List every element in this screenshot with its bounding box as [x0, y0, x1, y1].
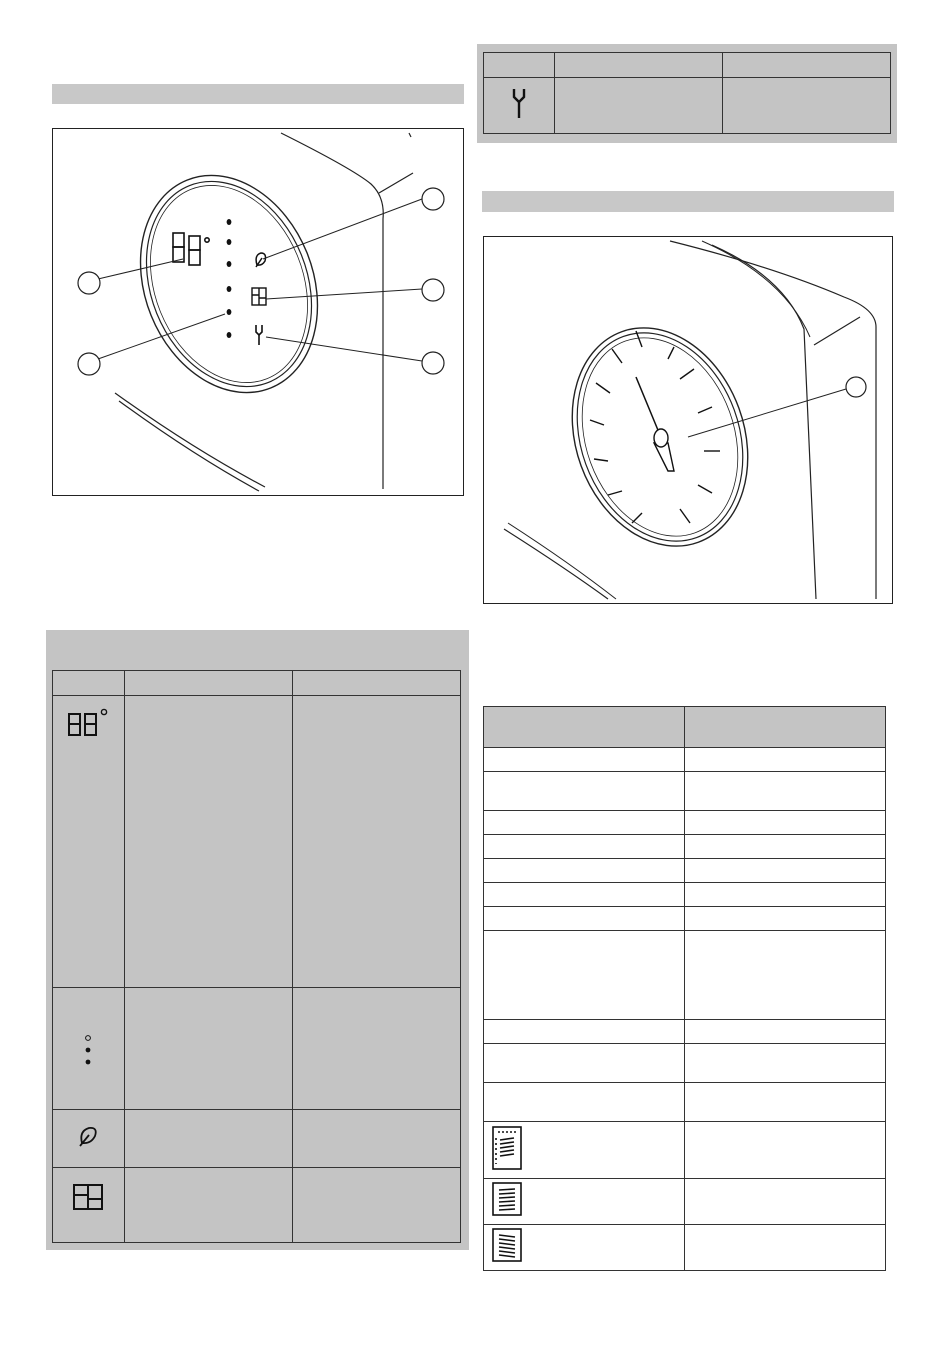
left-section-heading-bar [52, 84, 464, 104]
service-wrench-icon [484, 78, 555, 134]
callout-5 [422, 352, 444, 374]
service-symbols-table [483, 52, 891, 134]
table-cell [684, 1083, 885, 1122]
callout-4 [422, 279, 444, 301]
table-row [53, 696, 461, 988]
heater-lines-alt-icon [484, 1225, 685, 1271]
analog-dial-figure [483, 236, 893, 604]
table-header-cell [484, 53, 555, 78]
callout-1 [78, 272, 100, 294]
table-cell [292, 1110, 460, 1168]
table-cell [484, 1020, 685, 1044]
level-dots-icon [53, 988, 125, 1110]
table-row [484, 931, 886, 1020]
table-row [484, 78, 891, 134]
table-cell [484, 931, 685, 1020]
table-row [484, 1122, 886, 1179]
display-panel-figure [52, 128, 464, 496]
table-row [484, 748, 886, 772]
table-cell [684, 931, 885, 1020]
callout-3 [422, 188, 444, 210]
table-row [484, 907, 886, 931]
table-cell [292, 1168, 460, 1243]
table-cell [684, 748, 885, 772]
table-row [484, 835, 886, 859]
table-cell [124, 696, 292, 988]
table-cell [124, 988, 292, 1110]
eco-leaf-icon [53, 1110, 125, 1168]
table-cell [484, 748, 685, 772]
table-cell [722, 78, 890, 134]
table-cell [684, 835, 885, 859]
table-cell [684, 859, 885, 883]
table-cell [292, 696, 460, 988]
table-row [484, 1083, 886, 1122]
table-row [484, 1225, 886, 1271]
table-header-row [484, 53, 891, 78]
analog-dial-illustration [484, 237, 892, 603]
table-row [53, 1168, 461, 1243]
display-symbols-table [52, 670, 461, 1243]
table-cell [684, 1225, 885, 1271]
table-header-cell [53, 671, 125, 696]
table-cell [684, 883, 885, 907]
table-header-cell [722, 53, 890, 78]
table-header-cell [554, 53, 722, 78]
heater-full-icon [484, 1122, 685, 1179]
table-cell [484, 883, 685, 907]
table-cell [684, 1179, 885, 1225]
table-row [484, 1020, 886, 1044]
table-row [484, 811, 886, 835]
heater-lines-icon [484, 1179, 685, 1225]
table-cell [484, 1044, 685, 1083]
table-cell [484, 811, 685, 835]
table-cell [554, 78, 722, 134]
right-section-heading-bar [482, 191, 894, 212]
table-row [484, 883, 886, 907]
table-row [53, 988, 461, 1110]
table-header-cell [484, 707, 685, 748]
table-cell [684, 1044, 885, 1083]
table-cell [684, 772, 885, 811]
table-cell [684, 1020, 885, 1044]
table-row [484, 1179, 886, 1225]
table-cell [124, 1168, 292, 1243]
table-cell [484, 859, 685, 883]
callout-1 [846, 377, 866, 397]
table-row [484, 772, 886, 811]
callout-2 [78, 353, 100, 375]
specifications-table [483, 706, 886, 1271]
table-row [484, 1044, 886, 1083]
table-row [484, 859, 886, 883]
table-header-cell [292, 671, 460, 696]
table-cell [684, 811, 885, 835]
display-panel-illustration [53, 129, 463, 495]
table-cell [684, 1122, 885, 1179]
table-cell [484, 835, 685, 859]
window-open-icon [53, 1168, 125, 1243]
temperature-display-icon [53, 696, 125, 988]
table-cell [484, 1083, 685, 1122]
table-cell [292, 988, 460, 1110]
table-header-cell [124, 671, 292, 696]
table-row [53, 1110, 461, 1168]
table-header-row [53, 671, 461, 696]
table-header-row [484, 707, 886, 748]
table-cell [484, 907, 685, 931]
table-header-cell [684, 707, 885, 748]
table-cell [124, 1110, 292, 1168]
table-cell [484, 772, 685, 811]
table-cell [684, 907, 885, 931]
